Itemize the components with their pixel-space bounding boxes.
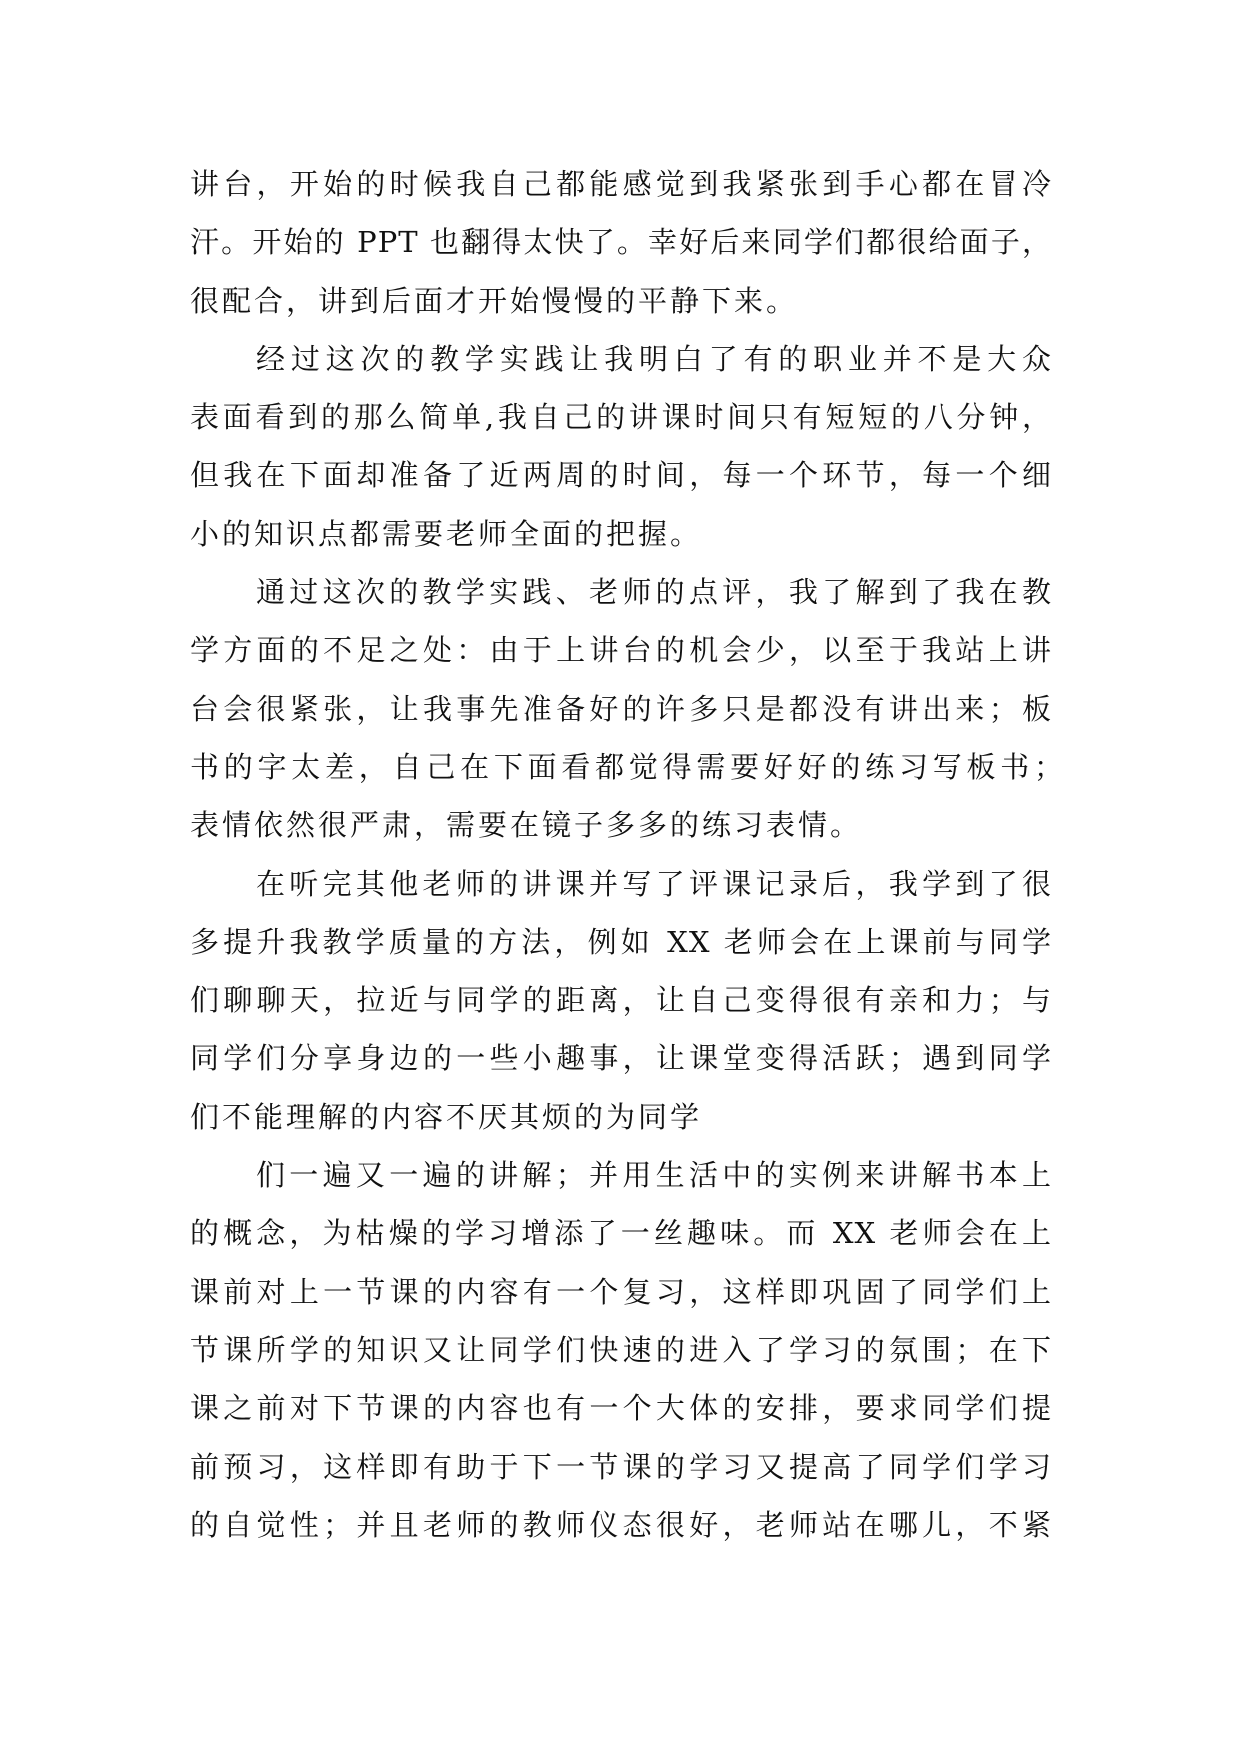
text-line: 经过这次的教学实践让我明白了有的职业并不是大众: [256, 341, 1052, 376]
body-text: [190, 155, 1064, 1554]
text-line: 节课所学的知识又让同学们快速的进入了学习的氛围；在下: [190, 1332, 1052, 1367]
text-line: 表面看到的那么简单,我自己的讲课时间只有短短的八分钟，: [190, 400, 1052, 435]
paragraph: [190, 330, 1052, 563]
text-line: 课前对上一节课的内容有一个复习，这样即巩固了同学们上: [190, 1274, 1052, 1309]
text-line: 书的字太差，自己在下面看都觉得需要好好的练习写板书；: [190, 749, 1064, 784]
text-line: 的自觉性；并且老师的教师仪态很好，老师站在哪儿，不紧: [190, 1507, 1052, 1542]
text-line: 台会很紧张，让我事先准备好的许多只是都没有讲出来；板: [190, 691, 1052, 726]
text-line: 们聊聊天，拉近与同学的距离，让自己变得很有亲和力；与: [190, 983, 1052, 1018]
text-line: 汗。开始的 PPT 也翻得太快了。幸好后来同学们都很给面子，: [190, 225, 1052, 260]
paragraph: [190, 563, 1064, 854]
text-line: 学方面的不足之处：由于上讲台的机会少，以至于我站上讲: [190, 633, 1052, 668]
text-line: 讲台，开始的时候我自己都能感觉到我紧张到手心都在冒冷: [190, 167, 1052, 201]
text-line: 小的知识点都需要老师全面的把握。: [190, 516, 703, 551]
text-line: 们不能理解的内容不厌其烦的为同学: [190, 1099, 703, 1134]
text-line: 多提升我教学质量的方法，例如 XX 老师会在上课前与同学: [190, 924, 1052, 959]
text-line: 在听完其他老师的讲课并写了评课记录后，我学到了很: [256, 866, 1052, 901]
text-line: 们一遍又一遍的讲解；并用生活中的实例来讲解书本上: [256, 1158, 1052, 1193]
text-line: 很配合，讲到后面才开始慢慢的平静下来。: [190, 283, 799, 318]
text-line: 前预习，这样即有助于下一节课的学习又提高了同学们学习: [190, 1449, 1052, 1484]
text-line: 但我在下面却准备了近两周的时间，每一个环节，每一个细: [190, 458, 1052, 493]
text-line: 通过这次的教学实践、老师的点评，我了解到了我在教: [256, 575, 1052, 610]
paragraph: [190, 855, 1052, 1146]
text-line: 课之前对下节课的内容也有一个大体的安排，要求同学们提: [190, 1391, 1052, 1426]
paragraph: [190, 1146, 1052, 1554]
text-line: 的概念，为枯燥的学习增添了一丝趣味。而 XX 老师会在上: [190, 1216, 1052, 1251]
text-line: 同学们分享身边的一些小趣事，让课堂变得活跃；遇到同学: [190, 1041, 1052, 1076]
text-line: 表情依然很严肃，需要在镜子多多的练习表情。: [190, 808, 863, 843]
paragraph: [190, 155, 1052, 330]
